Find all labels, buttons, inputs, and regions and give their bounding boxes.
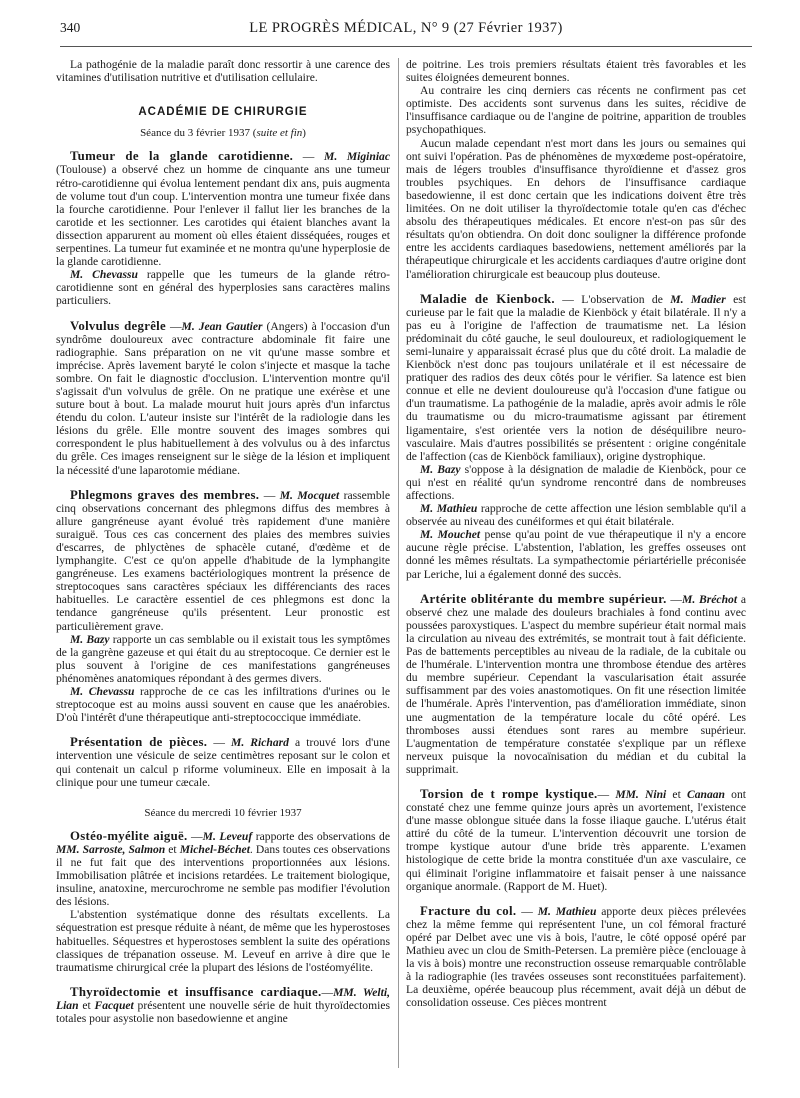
left-column xyxy=(56,58,390,1037)
article-author: M. Madier xyxy=(670,292,726,306)
section-heading: ACADÉMIE DE CHIRURGIE xyxy=(138,106,308,119)
article-title: Torsion de t rompe kystique. xyxy=(420,786,598,801)
right-column xyxy=(406,58,746,1021)
article-title: Artérite oblitérante du membre supérieur. xyxy=(420,591,667,606)
article-title: Présentation de pièces. xyxy=(70,735,208,750)
article-author: MM. Welti, Lian xyxy=(56,985,390,1012)
article-title: Volvulus degrêle xyxy=(70,318,167,333)
article-title: Phlegmons graves des membres. xyxy=(70,487,260,502)
seance-line-1: Séance du 3 février 1937 (suite et fin) xyxy=(140,127,306,140)
seance-line-2: Séance du mercredi 10 février 1937 xyxy=(144,806,302,819)
article-author: M. Bréchot xyxy=(682,592,738,606)
article-tumeur-carotidienne: Tumeur de la glande carotidienne. — M. Miginiac (Toulouse) a observé chez un homme de cinquante ans une tumeur rétro-carotidienne qui évolua lentement pendant dix ans, puis augmenta de volume tout d'un coup. L'intervention montra une tumeur fixée dans la fourche carotidienne. Pour l'enlever il fallut lier les branches de la carotide et les sectionner. Les carotides qui étaient blanches avant la dissection apparurent au moment où elles étaient disséquées, rouges et serpentines. La tumeur fut examinée et ne montra qu'une hyperplosie de la glande carotidienne. M. Chevassu rappelle que les tumeurs de la glande rétro-carotidienne sont en général des hyperplosies sans caractères malins particuliers. xyxy=(56,149,391,308)
header-rule xyxy=(60,46,752,47)
article-author: M. Miginiac xyxy=(324,150,390,164)
article-phlegmons: Phlegmons graves des membres. — M. Mocquet rassemble cinq observations concernant des phlegmons diffus des membres à allure gangréneuse ayant évolué très rapidement d'une manière suraiguë. Tous ces cas concernent des plaies des membres suivies d'escarres, de phlyctènes de sphacèle cutané, d'œdème et de lymphangite. C'est ce qu'on appelle d'habitude de la lymphangite gangréneuse. Les examens bactériologiques montrent la présence de streptocoques sans caractères spéciaux les différenciants des races habituelles. Le caractère essentiel de ces phlegmons est donc la tendance gangréneuse qu'ils présentent. Leur pronostic est particulièrement grave. M. Bazy rapporte un cas semblable ou il existait tous les symptômes de la gangrène gazeuse et qui était du au streptocoque. Ce dernier est le plus souvent à l'origine de ces manifestations gangréneuses phénomènes anatomiques répondant à des germes divers. M. Chevassu rapproche de ce cas les infiltrations d'urines ou le streptocoque est au moins aussi souvent en cause que les anaérobies. D'où l'intérêt d'une thérapeutique anti-streptococcique immédiate. xyxy=(56,487,391,725)
page-header xyxy=(60,20,752,44)
article-author: M. Richard xyxy=(231,736,289,750)
article-title: Fracture du col. xyxy=(420,903,517,918)
article-author: M. Jean Gautier xyxy=(181,319,263,333)
article-author: M. Mocquet xyxy=(279,488,340,502)
article-osteomyelite: Ostéo-myélite aiguë. —M. Leveuf rapporte des observations de MM. Sarroste, Salmon et Michel-Béchet. Dans toutes ces observations il ne fut fait que des interventions proportionnées aux lésions. Immobilisation plâtrée et incisions retardées. Le traitement biologique, insuline, anatoxine, mercurochrome ne semble pas modifier l'évolution des lésions. L'abstention systématique donne des résultats excellents. La séquestration est presque réduite à néant, de même que les hyperostoses habituelles. Séquestres et hyperostoses semblent la suite des opérations classiques de trépanation osseuse. M. Leveuf en arrive à dire que le traumatisme chirurgical crée la plupart des lésions de l'ostéomyélite. xyxy=(56,828,390,974)
article-torsion-trompe: Torsion de t rompe kystique.— MM. Nini et Canaan ont constaté chez une femme quinze jours après un avortement, l'existence d'une masse oblongue située dans la fosse iliaque gauche. L'utérus était attiré du côté de la tumeur. L'intervention découvrit une torsion de trompe kystique autour d'une bride très apparente. L'examen histologique de cette bride la montra constituée d'un axe vasculaire, ce qui éliminait l'origine inflammatoire et faisait penser à une naissance organique anormale. (Rapport de M. Huet). xyxy=(406,786,746,893)
article-thyroidectomie: Thyroïdectomie et insuffisance cardiaque.—MM. Welti, Lian et Facquet présentent une nouvelle série de huit thyroïdectomies totales pour asystolie non basedowienne et angine xyxy=(56,984,390,1025)
running-title: LE PROGRÈS MÉDICAL, N° 9 (27 Février 1937) xyxy=(249,20,563,36)
page-number: 340 xyxy=(60,20,81,35)
article-title: Thyroïdectomie et insuffisance cardiaque. xyxy=(70,984,322,999)
article-arterite: Artérite oblitérante du membre supérieur. —M. Bréchot a observé chez une malade des douleurs brachiales à fond continu avec poussées paroxystiques. L'aspect du membre supérieur était normal mais la circulation au niveau des extrémités, se montrait tout à fait déficiente. Pas de battements perceptibles au niveau de la radiale, de la cubitale ou de l'humérale. L'intervention montra une thrombose étendue des artères du membre supérieur. Cependant la vascularisation était assurée suffisamment par des voies anastomotiques. On fit une résection limitée de l'humérale. Après l'intervention, pas d'amélioration immédiate, sinon une augmentation de la température locale du côté opéré. Les thromboses aussi étendues sont rares au membre supérieur. L'augmentation de température constatée s'explique par un réflexe nerveux puisque la novocaïnisation du médian et du cubital la supprimait. xyxy=(406,591,747,776)
article-fracture-col: Fracture du col. — M. Mathieu apporte deux pièces prélevées chez la même femme qui représentent l'une, un col fémoral fracturé opéré par Delbet avec une vis à bois, l'autre, le côté opposé opéré par Mathieu avec un clou de Smith-Petersen. La première pièce (enclouage à la vis à bois) montre une reconstruction osseuse remarquable contrôlable à la radiographie (les travées osseuses sont reconstituées parfaitement). La deuxième, opérée beaucoup plus récemment, avait déjà un début de consolidation osseuse. Ces pièces montrent xyxy=(406,903,746,1010)
article-author: M. Leveuf xyxy=(202,829,253,843)
article-kienbock: Maladie de Kienbock. — L'observation de M. Madier est curieuse par le fait que la maladie de Kienböck y était bilatérale. Il n'y a pas eu à l'origine de l'affection de traumatisme net. La lésion prédominait du côté gauche, le seul douloureux, et radiologiquement le semi-lunaire y apparaissait écrasé plus que du côté droit. La maladie de Kienböck n'est donc pas toujours unilatérale et il est nécessaire de pratiquer des radios des deux côtés pour le vérifier. Sa latence est bien connue et elle ne devient douloureuse qu'à l'occasion d'une fatigue ou d'un traumatisme. La pathogénie de la maladie, après avoir admis le rôle du traumatisme ou du micro-traumatisme agissant par étirement ligamentaire, s'est orientée vers la notion de déséquilibre neuro-vasculaire. Mais d'autres possibilités se présentent : origine congénitale de l'affection (cas de Kienböck familiaux), origine dystrophique. M. Bazy s'oppose à la désignation de maladie de Kienböck, pour ce qui n'est en réalité qu'un syndrome rencontré dans de nombreuses affections. M. Mathieu rapproche de cette affection une lésion semblable qu'il a observée au niveau des cunéiformes et qui était bilatérale. M. Mouchet pense qu'au point de vue thérapeutique il n'y a encore aucune règle précise. L'abstention, l'ablation, les greffes osseuses ont donné les mêmes résultats. La sympathectomie périartérielle préconisée par Leriche, lui a également donné des succès. xyxy=(406,291,747,581)
article-title: Maladie de Kienbock. xyxy=(420,291,555,306)
article-volvulus: Volvulus degrêle —M. Jean Gautier (Angers) à l'occasion d'un syndrôme douloureux avec contracture abdominale fit faire une radiographie. Sans préparation on ne vit qu'une masse sombre et imprécise. Après lavement baryté le colon s'injecte et masque la tache sombre. On fait le diagnostic d'occlusion. L'intervention montre qu'il s'agissait d'un volvulus de grêle. On ne pratique une exérèse et une suture bout à bout. La malade mourut huit jours après d'un infarctus étendu du colon. L'auteur insiste sur l'intérêt de la radiologie dans les lésions du grêle. Elle montre souvent des images sombres qui correspondent le plus habituellement à des volvulus ou à des infarctus du grêle. Ces images renseignent sur le siège de la lésion et impliquent la nécessité d'une laparotomie médiane. xyxy=(56,318,390,477)
article-author: M. Mathieu xyxy=(537,904,597,918)
article-author: MM. Nini xyxy=(615,787,667,801)
article-thyroidectomie-continued: de poitrine. Les trois premiers résultats étaient très favorables et les suites éloignées demeurent bonnes. Au contraire les cinq derniers cas récents ne confirment pas cet optimiste. Des accidents sont survenus dans les suites, récidive de l'insuffisance cardiaque ou de l'angine de poitrine, apparition de troubles psychopathiques. Aucun malade cependant n'est mort dans les jours ou semaines qui ont suivi l'opération. Pas de phénomènes de myxœdeme post-opératoire, mais de légers troubles d'insuffisance thyroïdienne et d'assez gros troubles psychiques. En dehors de l'insuffisance cardiaque basedowienne, il est donc certain que les indications doivent être très limitées. On ne doit utiliser la thyroïdectomie totale qu'en cas d'échec absolu des thérapeutiques médicales. Et encore n'est-on pas sûr des résultats qu'on obtiendra. On doit donc souligner la différence profonde entre les accidents cardiaques basedowiens, nettement améliorés par la thérapeutique chirurgicale et les accidents cardiaques d'autre origine dont l'amélioration chirurgicale est beaucoup plus douteuse. xyxy=(406,58,746,281)
article-presentation-pieces: Présentation de pièces. — M. Richard a trouvé lors d'une intervention une vésicule de seize centimètres reposant sur le colon et qui contenait un calcul p riforme volumineux. Elle en imposait à la clinique pour une tumeur cæcale. xyxy=(56,735,391,789)
article-title: Ostéo-myélite aiguë. xyxy=(70,828,188,843)
intro-paragraph: La pathogénie de la maladie paraît donc ressortir à une carence des vitamines d'utilisation nutritive et d'utilisation cellulaire. xyxy=(56,58,390,85)
column-divider xyxy=(398,58,399,1068)
article-title: Tumeur de la glande carotidienne. xyxy=(70,149,294,164)
